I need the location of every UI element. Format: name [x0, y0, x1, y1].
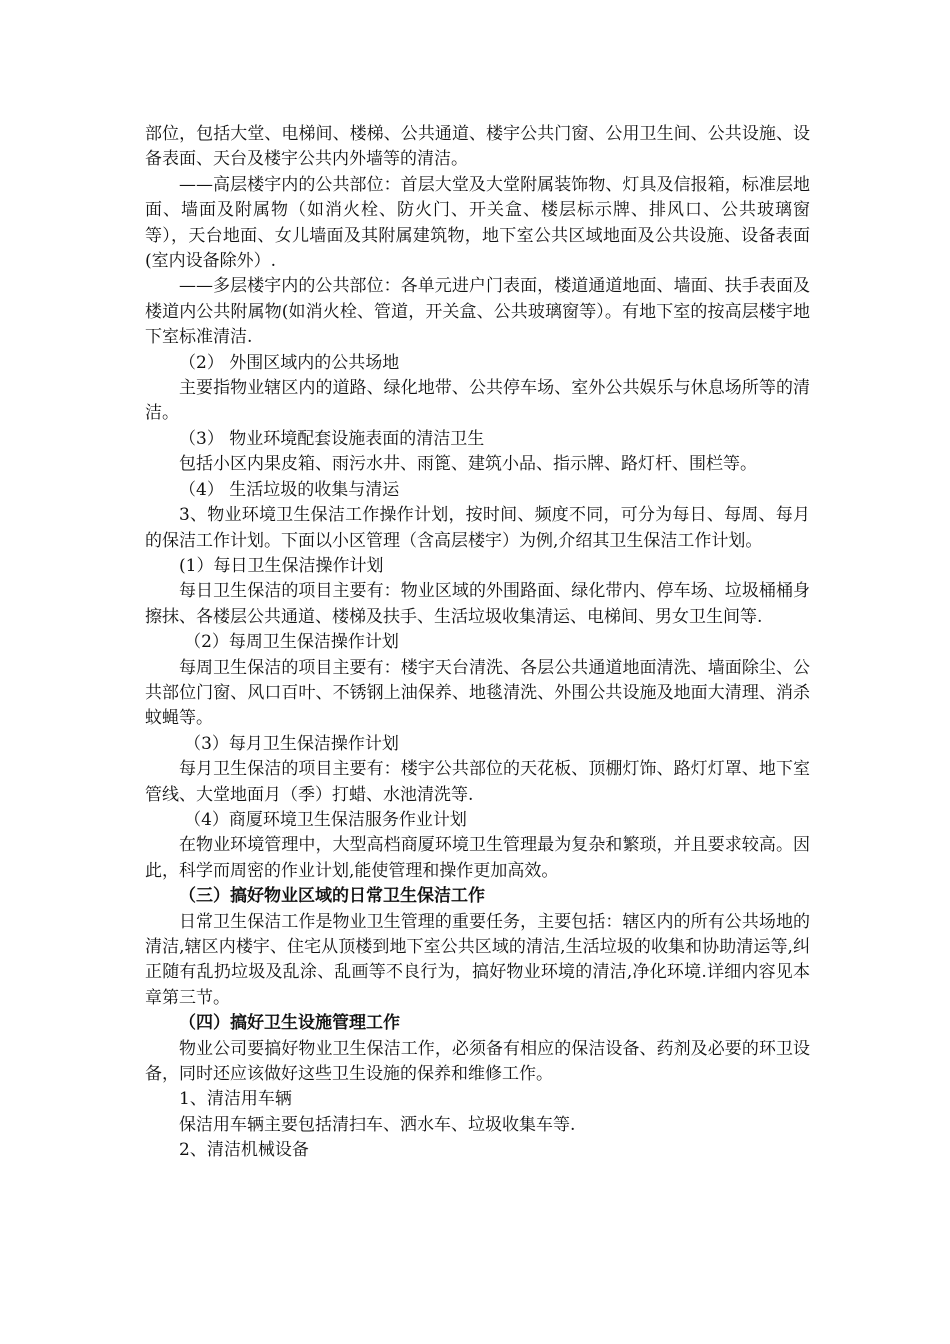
- paragraph: 物业公司要搞好物业卫生保洁工作，必须备有相应的保洁设备、药剂及必要的环卫设备，同时还应该做好这些卫生设施的保养和维修工作。: [145, 1038, 810, 1085]
- paragraph: 在物业环境管理中，大型高档商厦环境卫生管理最为复杂和繁琐，并且要求较高。因此，科学而周密的作业计划,能使管理和操作更加高效。: [145, 835, 810, 881]
- list-item-heading: （2）每周卫生保洁操作计划: [184, 632, 399, 653]
- paragraph: 保洁用车辆主要包括清扫车、洒水车、垃圾收集车等.: [179, 1114, 576, 1135]
- list-item-heading: 2、清洁机械设备: [179, 1140, 309, 1161]
- paragraph: 每日卫生保洁的项目主要有：物业区域的外围路面、绿化带内、停车场、垃圾桶桶身擦抹、各楼层公共通道、楼梯及扶手、生活垃圾收集清运、电梯间、男女卫生间等.: [145, 581, 810, 627]
- list-item-heading: (1）每日卫生保洁操作计划: [179, 555, 384, 576]
- list-item-heading: （3） 物业环境配套设施表面的清洁卫生: [179, 428, 485, 449]
- paragraph: ——高层楼宇内的公共部位：首层大堂及大堂附属装饰物、灯具及信报箱，标准层地面、墙面及附属物（如消火栓、防火门、开关盒、楼层标示牌、排风口、公共玻璃窗等），天台地面、女儿墙面及其附属建筑物，地下室公共区域地面及公共设施、设备表面(室内设备除外）.: [145, 174, 810, 272]
- paragraph: 部位，包括大堂、电梯间、楼梯、公共通道、楼宇公共门窗、公用卫生间、公共设施、设备表面、天台及楼宇公共内外墙等的清洁。: [145, 124, 810, 170]
- document-body: [145, 122, 810, 1164]
- list-item-heading: （4） 生活垃圾的收集与清运: [179, 479, 400, 500]
- paragraph: 日常卫生保洁工作是物业卫生管理的重要任务，主要包括：辖区内的所有公共场地的清洁,辖区内楼宇、住宅从顶楼到地下室公共区域的清洁,生活垃圾的收集和协助清运等,纠正随有乱扔垃圾及乱涂、乱画等不良行为，搞好物业环境的清洁,净化环境.详细内容见本章第三节。: [145, 911, 810, 1008]
- section-heading: （四）搞好卫生设施管理工作: [179, 1013, 400, 1034]
- paragraph: 包括小区内果皮箱、雨污水井、雨篦、建筑小品、指示牌、路灯杆、围栏等。: [179, 454, 757, 475]
- paragraph: 主要指物业辖区内的道路、绿化地带、公共停车场、室外公共娱乐与休息场所等的清洁。: [145, 378, 810, 424]
- list-item-heading: （3）每月卫生保洁操作计划: [184, 733, 399, 754]
- list-item-heading: （4）商厦环境卫生保洁服务作业计划: [184, 809, 467, 830]
- list-item-heading: 1、清洁用车辆: [179, 1089, 292, 1110]
- paragraph: 3、物业环境卫生保洁工作操作计划，按时间、频度不同，可分为每日、每周、每月的保洁工作计划。下面以小区管理（含高层楼宇）为例,介绍其卫生保洁工作计划。: [145, 505, 810, 551]
- paragraph: 每周卫生保洁的项目主要有：楼宇天台清洗、各层公共通道地面清洗、墙面除尘、公共部位门窗、风口百叶、不锈钢上油保养、地毯清洗、外围公共设施及地面大清理、消杀蚊蝇等。: [145, 657, 810, 729]
- list-item-heading: （2） 外围区域内的公共场地: [179, 352, 400, 373]
- paragraph: 每月卫生保洁的项目主要有：楼宇公共部位的天花板、顶棚灯饰、路灯灯罩、地下室管线、大堂地面月（季）打蜡、水池清洗等.: [145, 759, 810, 805]
- paragraph: ——多层楼宇内的公共部位：各单元进户门表面，楼道通道地面、墙面、扶手表面及楼道内公共附属物(如消火栓、管道，开关盒、公共玻璃窗等）。有地下室的按高层楼宇地下室标准清洁.: [145, 276, 810, 348]
- section-heading: （三）搞好物业区域的日常卫生保洁工作: [179, 886, 485, 907]
